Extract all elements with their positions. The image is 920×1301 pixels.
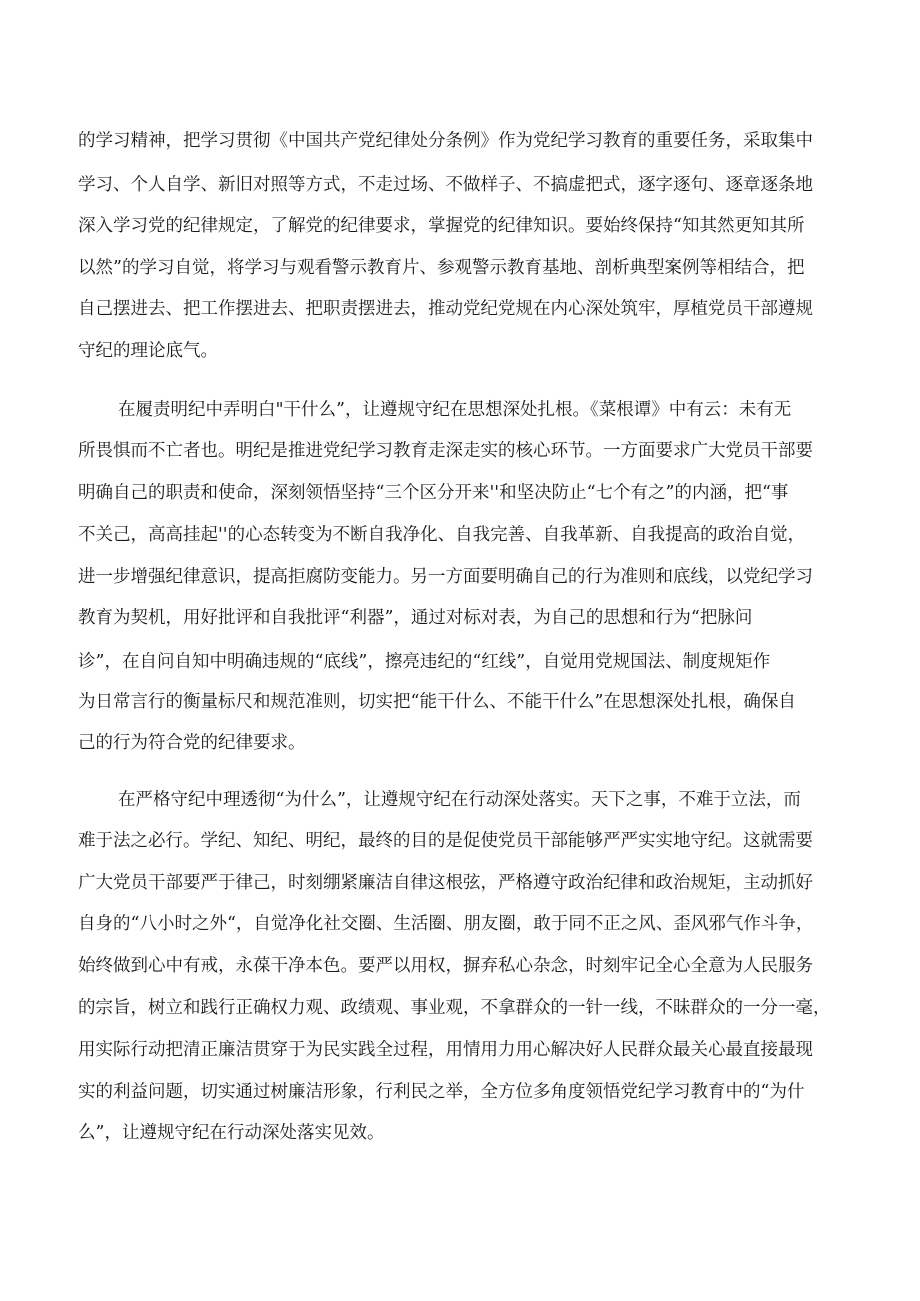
text-line: 教育为契机，用好批评和自我批评“利器”，通过对标对表，为自己的思想和行为“把脉问 [78, 608, 753, 628]
text-line: 所畏惧而不亡者也。明纪是推进党纪学习教育走深走实的核心环节。一方面要求广大党员干部要 [78, 441, 813, 461]
text-line: 守纪的理论底气。 [78, 341, 218, 361]
text-line: 深入学习党的纪律规定，了解党的纪律要求，掌握党的纪律知识。要始终保持“知其然更知其所 [78, 216, 805, 236]
text-line: 的宗旨，树立和践行正确权力观、政绩观、事业观，不拿群众的一针一线，不昧群众的一分一毫， [78, 998, 831, 1018]
text-line: 用实际行动把清正廉洁贯穿于为民实践全过程，用情用力用心解决好人民群众最关心最直接最现 [78, 1040, 813, 1060]
text-line: 学习、个人自学、新旧对照等方式，不走过场、不做样子、不搞虚把式，逐字逐句、逐章逐条地 [78, 175, 813, 195]
text-line: 么”，让遵规守纪在行动深处落实见效。 [78, 1123, 385, 1143]
text-line: 自身的“八小时之外“，自觉净化社交圈、生活圈、朋友圈，敢于同不正之风、歪风邪气作斗争， [78, 914, 814, 934]
text-line: 以然”的学习自觉，将学习与观看警示教育片、参观警示教育基地、剖析典型案例等相结合，把 [78, 258, 805, 278]
text-line: 始终做到心中有戒，永葆干净本色。要严以用权，摒弃私心杂念，时刻牢记全心全意为人民服务 [78, 956, 813, 976]
text-line: 难于法之必行。学纪、知纪、明纪，最终的目的是促使党员干部能够严严实实地守纪。这就需要 [78, 831, 813, 851]
text-line: 广大党员干部要严于律己，时刻绷紧廉洁自律这根弦，严格遵守政治纪律和政治规矩，主动抓好 [78, 873, 813, 893]
text-line: 为日常言行的衡量标尺和规范准则，切实把“能干什么、不能干什么”在思想深处扎根，确保自 [78, 692, 796, 712]
text-line: 不关己，高高挂起''的心态转变为不断自我净化、自我完善、自我革新、自我提高的政治自觉， [78, 525, 806, 545]
text-line: 在严格守纪中理透彻“为什么”，让遵规守纪在行动深处落实。天下之事，不难于立法，而 [118, 790, 801, 810]
text-line: 己的行为符合党的纪律要求。 [78, 733, 306, 753]
text-line: 的学习精神，把学习贯彻《中国共产党纪律处分条例》作为党纪学习教育的重要任务，采取集中 [78, 131, 813, 151]
text-line: 在履责明纪中弄明白"干什么”，让遵规守纪在思想深处扎根。《菜根谭》中有云：未有无 [118, 400, 792, 420]
text-line: 进一步增强纪律意识，提高拒腐防变能力。另一方面要明确自己的行为准则和底线，以党纪学习 [78, 567, 813, 587]
text-line: 自己摆进去、把工作摆进去、把职责摆进去，推动党纪党规在内心深处筑牢，厚植党员干部遵规 [78, 299, 813, 319]
text-line: 明确自己的职责和使命，深刻领悟坚持“三个区分开来''和坚决防止“七个有之”的内涵，把“事 [78, 483, 789, 503]
text-line: 实的利益问题，切实通过树廉洁形象，行利民之举，全方位多角度领悟党纪学习教育中的“为什 [78, 1082, 805, 1102]
text-line: 诊”，在自问自知中明确违规的“底线”，擦亮违纪的“红线”，自觉用党规国法、制度规矩作 [78, 652, 771, 672]
